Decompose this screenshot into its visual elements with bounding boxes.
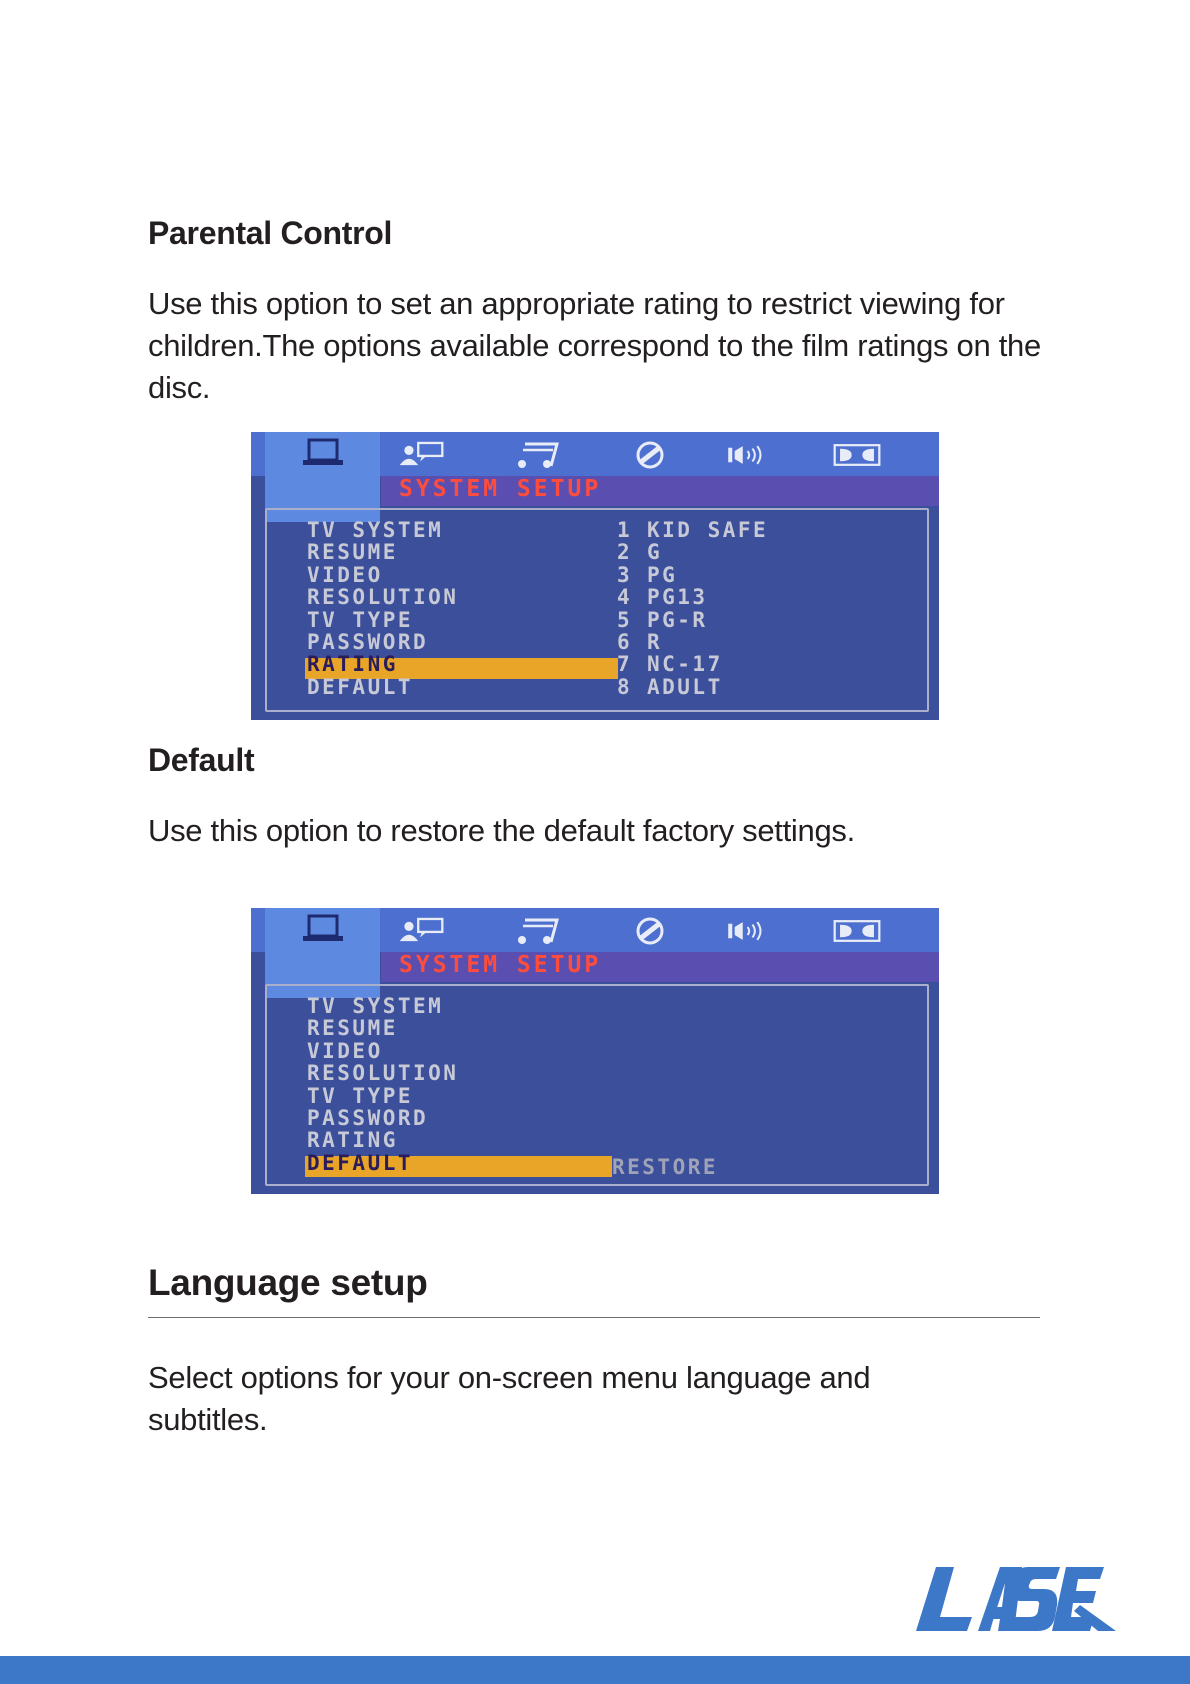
rating-option[interactable] (617, 631, 768, 653)
audio-icon (513, 914, 563, 948)
dolby-icon (832, 438, 882, 472)
footer-bar (0, 1656, 1190, 1684)
osd-screenshot-default (251, 908, 939, 1194)
language-icon (396, 914, 446, 948)
rating-option[interactable] (617, 586, 768, 608)
default-description: Use this option to restore the default factory settings. (148, 813, 855, 848)
osd-menu-item[interactable]: RESUME (307, 1016, 398, 1041)
rating-option-label: PG-R (647, 607, 708, 632)
rating-option-label: KID SAFE (647, 518, 769, 542)
osd-menu-item[interactable]: PASSWORD (307, 629, 429, 654)
osd-menu-item[interactable]: RATING (307, 1128, 398, 1153)
osd-menu-item[interactable]: DEFAULT (307, 674, 414, 699)
osd-menu-item[interactable]: VIDEO (307, 562, 383, 587)
language-setup-description: Select options for your on-screen menu language and subtitles. (148, 1360, 871, 1437)
rating-option[interactable] (617, 653, 768, 675)
rating-option-label: NC-17 (647, 652, 723, 677)
osd-screenshot-rating (251, 432, 939, 720)
audio-icon (513, 438, 563, 472)
osd-menu-item-selected[interactable]: RATING (307, 652, 398, 677)
rating-option-label: PG (647, 562, 678, 587)
osd-menu-item[interactable]: RESUME (307, 540, 398, 565)
restore-option[interactable]: RESTORE (612, 1155, 719, 1179)
rating-option-number: 4 (617, 585, 633, 610)
osd-menu-item[interactable]: VIDEO (307, 1038, 383, 1063)
language-icon (396, 438, 446, 472)
rating-option-number: 7 (617, 652, 633, 677)
video-icon (625, 914, 675, 948)
section-divider (148, 1317, 1040, 1318)
rating-options (617, 519, 768, 698)
rating-option-label: PG13 (647, 585, 708, 610)
osd-menu-item[interactable]: TV TYPE (307, 607, 414, 632)
laser-logo (910, 1565, 1116, 1640)
language-setup-title: Language setup (148, 1262, 428, 1303)
rating-option-label: ADULT (647, 674, 723, 699)
rating-option-number: 6 (617, 629, 633, 654)
rating-option-label: G (647, 540, 663, 565)
osd-menu-item[interactable]: TV SYSTEM (307, 994, 444, 1018)
osd-menu (307, 995, 458, 1174)
rating-option-number: 3 (617, 562, 633, 587)
rating-option-number: 8 (617, 674, 633, 699)
default-heading: Default (148, 742, 255, 778)
rating-option-label: R (647, 629, 663, 654)
rating-option-number: 2 (617, 540, 633, 565)
rating-option[interactable] (617, 564, 768, 586)
osd-menu-item[interactable]: TV SYSTEM (307, 518, 444, 542)
rating-option[interactable] (617, 676, 768, 698)
parental-control-heading: Parental Control (148, 215, 393, 251)
osd-menu-item[interactable]: RESOLUTION (307, 1061, 459, 1086)
speaker-icon (725, 438, 775, 472)
rating-option[interactable] (617, 609, 768, 631)
osd-title: SYSTEM SETUP (399, 476, 602, 502)
osd-menu-item-selected[interactable]: DEFAULT (307, 1150, 414, 1175)
osd-menu (307, 519, 458, 698)
rating-option[interactable] (617, 541, 768, 563)
parental-control-description: Use this option to set an appropriate rating to restrict viewing for children.The options available correspond to the film ratings on the disc. (148, 286, 1041, 405)
rating-option[interactable] (617, 519, 768, 541)
rating-option-number: 5 (617, 607, 633, 632)
osd-menu-item[interactable]: TV TYPE (307, 1083, 414, 1108)
osd-menu-item[interactable]: RESOLUTION (307, 585, 459, 610)
video-icon (625, 438, 675, 472)
osd-title: SYSTEM SETUP (399, 952, 602, 978)
dolby-icon (832, 914, 882, 948)
speaker-icon (725, 914, 775, 948)
osd-menu-item[interactable]: PASSWORD (307, 1105, 429, 1130)
rating-option-number: 1 (617, 518, 633, 542)
